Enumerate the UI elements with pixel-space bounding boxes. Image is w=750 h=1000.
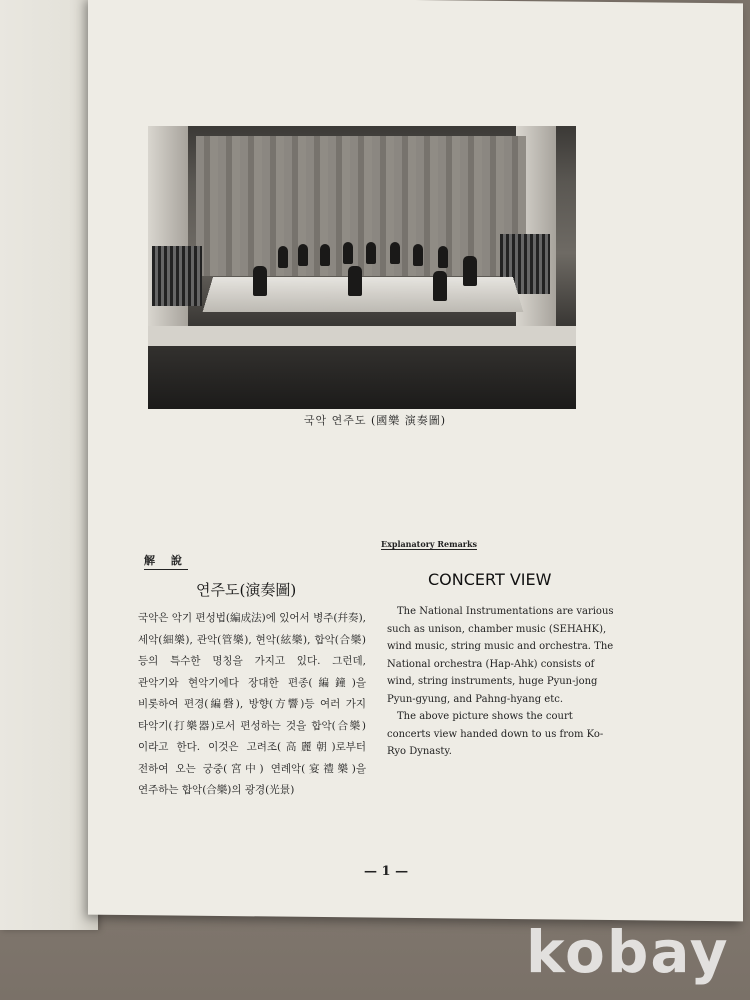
musician [278, 246, 288, 268]
musician [298, 244, 308, 266]
korean-body-text: 국악은 악기 편성법(編成法)에 있어서 병주(幷奏), 세악(細樂), 관악(管樂), 현악(絃樂), 합악(合樂) 등의 특수한 명칭을 가지고 있다. 그런데, 관악기와 현악기에다 장대한 편종(編鐘)을 비롯하여 편경(編磬), 방향(方響)등 여러 가지 타악기(打樂器)로서 편성하는 것을 합악(合樂)이라고 한다. 이것은 고려조(高麗朝)로부터 전하여 오는 궁중(宮中) 연례악(宴禮樂)을 연주하는 합악(合樂)의 광경(光景) [138, 612, 366, 796]
left-page-edge [0, 0, 98, 930]
english-paragraph-1: The National Instrumentations are various such as unison, chamber music (SEHAHK), wind music, string music and orchestra. The National orchestra (Hap-Ahk) consists of wind, string instruments, huge Pyun-jong Pyun-gyung, and Pahng-hyang etc. [387, 606, 614, 705]
musician [463, 256, 477, 286]
musician [438, 246, 448, 268]
watermark-logo: kobay [526, 918, 730, 986]
musician [253, 266, 267, 296]
photo-caption: 국악 연주도 (國樂 演奏圖) [303, 414, 447, 427]
english-section-heading: Explanatory Remarks [381, 539, 478, 549]
musician [413, 244, 423, 266]
bell-rack-left [152, 246, 202, 306]
musician [433, 271, 447, 301]
musician [366, 242, 376, 264]
concert-photo [148, 126, 576, 409]
musician [348, 266, 362, 296]
english-paragraph-2: The above picture shows the court concerts view handed down to us from Ko-Ryo Dynasty. [387, 711, 604, 757]
korean-title: 연주도(演奏圖) [196, 581, 297, 599]
stage-curtain [196, 136, 526, 276]
page-number: — 1 — [364, 864, 409, 879]
stage-edge [148, 326, 576, 346]
korean-section-heading: 解 說 [144, 552, 188, 570]
musician [390, 242, 400, 264]
musician [320, 244, 330, 266]
english-body-text [387, 603, 619, 761]
english-title: CONCERT VIEW [428, 570, 552, 589]
musician [343, 242, 353, 264]
